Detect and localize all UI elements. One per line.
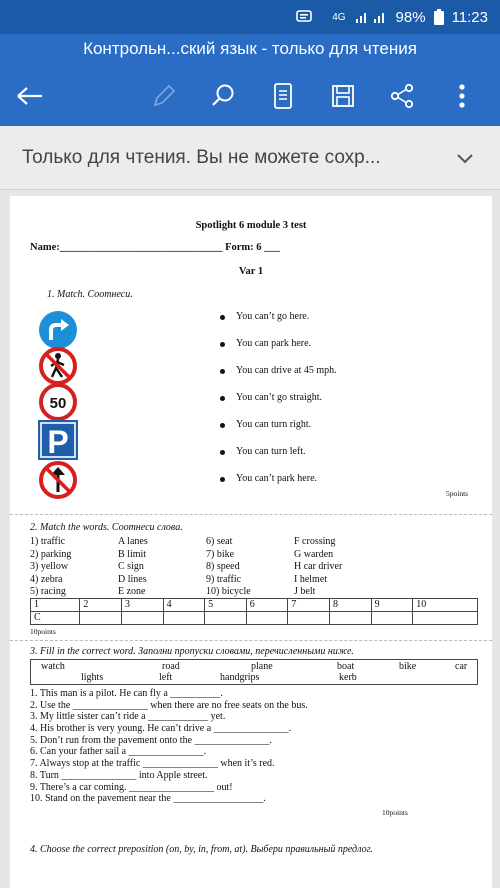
table-row bbox=[30, 549, 470, 562]
parking-letter: P bbox=[47, 424, 69, 460]
word-bank-item: watch bbox=[41, 661, 65, 672]
grid-number: 10 bbox=[413, 599, 478, 612]
list-item: 2. Use the _______________ when there are no free seats on the bus. bbox=[30, 699, 308, 711]
word-bank-item: lights bbox=[81, 672, 104, 683]
speed-limit-value: 50 bbox=[49, 395, 67, 412]
table-cell: 7) bike bbox=[206, 548, 235, 560]
grid-answer bbox=[163, 612, 205, 625]
page-separator bbox=[10, 514, 492, 515]
list-item: You can turn left. bbox=[220, 446, 337, 473]
phone-view-icon bbox=[273, 83, 293, 109]
table-cell: J belt bbox=[294, 586, 316, 597]
table-row bbox=[30, 574, 470, 587]
question-2-points: 10points bbox=[30, 627, 56, 636]
grid-answer bbox=[121, 612, 163, 625]
sign-meanings-list bbox=[220, 311, 337, 500]
toolbar bbox=[0, 66, 500, 126]
question-1-points: 5points bbox=[446, 489, 469, 498]
question-3-points: 10points bbox=[382, 808, 408, 817]
question-3-heading: 3. Fill in the correct word. Заполни пропуски словами, перечисленными ниже. bbox=[30, 646, 354, 657]
list-item: You can park here. bbox=[220, 338, 337, 365]
question-1-heading: 1. Match. Соотнеси. bbox=[47, 289, 133, 300]
page-separator bbox=[10, 640, 492, 641]
table-cell: E zone bbox=[118, 586, 146, 597]
grid-number: 4 bbox=[163, 599, 205, 612]
table-cell: B limit bbox=[118, 548, 147, 560]
table-row bbox=[30, 536, 470, 549]
list-item: 1. This man is a pilot. He can fly a __________. bbox=[30, 688, 223, 699]
back-button[interactable] bbox=[14, 80, 46, 112]
edit-button[interactable] bbox=[148, 80, 180, 112]
table-cell: 4) zebra bbox=[30, 573, 63, 585]
grid-number: 6 bbox=[246, 599, 288, 612]
read-only-banner[interactable] bbox=[0, 126, 500, 190]
share-icon bbox=[389, 83, 415, 109]
no-overtaking-sign-icon bbox=[36, 458, 80, 502]
table-cell: 8) speed bbox=[206, 561, 240, 572]
word-bank-item: plane bbox=[251, 661, 273, 672]
search-icon bbox=[210, 83, 236, 109]
word-bank-item: left bbox=[159, 672, 173, 683]
doc-title: Spotlight 6 module 3 test bbox=[195, 220, 307, 231]
more-vertical-icon bbox=[458, 83, 466, 109]
search-button[interactable] bbox=[207, 80, 239, 112]
grid-answer bbox=[205, 612, 247, 625]
variant-label: Var 1 bbox=[238, 266, 264, 277]
notification-icon bbox=[296, 9, 312, 27]
table-cell: 6) seat bbox=[206, 536, 233, 547]
chevron-down-icon[interactable] bbox=[456, 148, 474, 170]
table-cell: G warden bbox=[294, 548, 334, 560]
table-row bbox=[31, 599, 478, 612]
list-item: You can’t park here. bbox=[220, 473, 337, 500]
table-cell: 3) yellow bbox=[30, 561, 69, 572]
pencil-icon bbox=[151, 83, 177, 109]
table-cell: H car driver bbox=[294, 561, 343, 572]
list-item: You can’t go here. bbox=[220, 311, 337, 338]
more-options-button[interactable] bbox=[446, 80, 478, 112]
grid-answer bbox=[288, 612, 330, 625]
status-bar bbox=[0, 0, 500, 34]
battery-icon bbox=[434, 9, 444, 25]
table-cell: 2) parking bbox=[30, 548, 72, 560]
table-cell: 10) bicycle bbox=[206, 586, 251, 597]
grid-number: 8 bbox=[330, 599, 372, 612]
signal-icon bbox=[354, 10, 388, 24]
grid-number: 9 bbox=[371, 599, 413, 612]
table-cell: C sign bbox=[118, 561, 144, 572]
list-item: 9. There’s a car coming. _________________ out! bbox=[30, 781, 233, 793]
grid-answer: C bbox=[31, 612, 80, 625]
table-row bbox=[30, 586, 470, 599]
table-row bbox=[31, 612, 478, 625]
table-row bbox=[30, 561, 470, 574]
grid-answer bbox=[246, 612, 288, 625]
list-item: You can turn right. bbox=[220, 419, 337, 446]
grid-number: 2 bbox=[80, 599, 122, 612]
word-bank-item: car bbox=[455, 661, 468, 672]
word-bank bbox=[30, 659, 478, 685]
word-bank-item: boat bbox=[337, 661, 355, 672]
grid-number: 1 bbox=[31, 599, 80, 612]
read-only-message: Только для чтения. Вы не можете сохр... bbox=[22, 146, 381, 168]
list-item: 5. Don’t run from the pavement onto the _______________. bbox=[30, 734, 273, 746]
answer-grid bbox=[30, 598, 478, 625]
table-cell: 9) traffic bbox=[206, 573, 242, 585]
save-icon bbox=[331, 84, 355, 108]
list-item: 6. Can your father sail a _______________. bbox=[30, 746, 207, 758]
back-arrow-icon bbox=[16, 86, 44, 106]
grid-answer bbox=[80, 612, 122, 625]
name-form-line: Name:_______________________________ Form: 6 ___ bbox=[30, 242, 280, 253]
grid-number: 3 bbox=[121, 599, 163, 612]
parking-sign-icon bbox=[36, 418, 80, 462]
table-cell: I helmet bbox=[294, 573, 328, 585]
app-title: Контрольн...ский язык - только для чтения bbox=[0, 34, 500, 66]
grid-answer bbox=[330, 612, 372, 625]
word-match-table bbox=[30, 536, 470, 599]
fill-in-sentences bbox=[30, 688, 308, 805]
question-2-heading: 2. Match the words. Соотнеси слова. bbox=[30, 522, 183, 533]
document-page bbox=[10, 196, 492, 888]
view-mode-button[interactable] bbox=[267, 80, 299, 112]
grid-number: 7 bbox=[288, 599, 330, 612]
list-item: 4. His brother is very young. He can’t drive a _______________. bbox=[30, 723, 292, 735]
list-item: 10. Stand on the pavement near the __________________. bbox=[30, 793, 266, 805]
grid-number: 5 bbox=[205, 599, 247, 612]
list-item: You can drive at 45 mph. bbox=[220, 365, 337, 392]
word-bank-item: road bbox=[162, 661, 180, 672]
battery-percent: 98% bbox=[395, 8, 426, 26]
table-cell: 5) racing bbox=[30, 586, 66, 597]
list-item: 8. Turn _______________ into Apple street. bbox=[30, 769, 208, 781]
word-bank-item: handgrips bbox=[220, 672, 260, 683]
question-4-heading: 4. Choose the correct preposition (on, by, in, from, at). Выбери правильный предлог. bbox=[30, 844, 373, 855]
network-type: 4G bbox=[332, 11, 346, 23]
list-item: 3. My little sister can’t ride a ____________ yet. bbox=[30, 711, 226, 723]
word-bank-item: kerb bbox=[339, 672, 357, 683]
grid-answer bbox=[413, 612, 478, 625]
share-button[interactable] bbox=[386, 80, 418, 112]
list-item: 7. Always stop at the traffic _______________ when it’s red. bbox=[30, 758, 275, 770]
table-cell: F crossing bbox=[294, 536, 336, 547]
grid-answer bbox=[371, 612, 413, 625]
table-cell: 1) traffic bbox=[30, 536, 66, 547]
table-cell: A lanes bbox=[118, 536, 148, 547]
table-cell: D lines bbox=[118, 573, 147, 585]
clock: 11:23 bbox=[451, 8, 488, 26]
list-item: You can’t go straight. bbox=[220, 392, 337, 419]
word-bank-item: bike bbox=[399, 661, 417, 672]
save-button[interactable] bbox=[327, 80, 359, 112]
